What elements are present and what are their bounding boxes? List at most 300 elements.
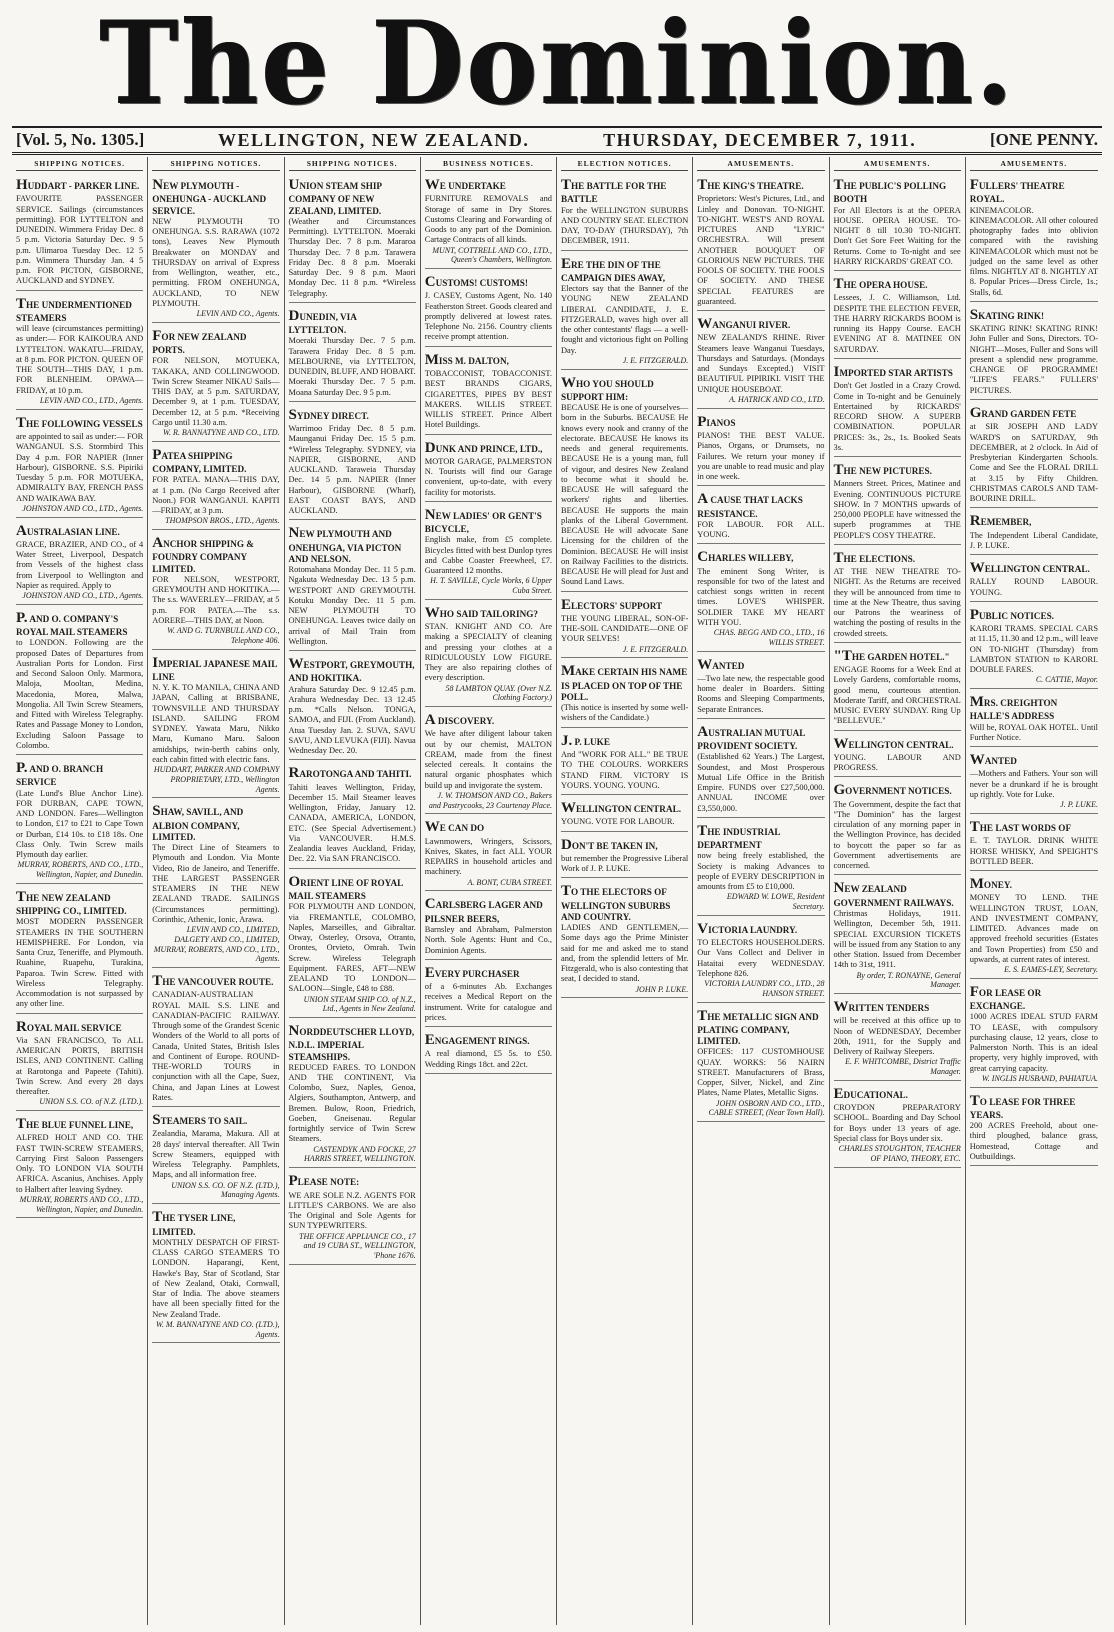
advertisement [697, 411, 824, 487]
ad-body: KARORI TRAMS. SPECIAL CARS at 11.15, 11.30 and 12 p.m., will leave ON TO-NIGHT (Thursday) from LAMBTON STATION to KARORI. DOUBLE FARES. [969, 624, 1098, 675]
ad-signature: THOMPSON BROS., LTD., Agents. [165, 516, 280, 526]
advertisement [970, 604, 1098, 689]
ad-heading: CUSTOMS! CUSTOMS! [424, 274, 528, 291]
ad-body: to LONDON. Following are the proposed Dates of Departures from Australian Ports for London. First and Second Saloon Only. Marmora, Maloja, Mooltan, Medina, Macedonia, Morea, Malwa, Mongolia. All Twin Screw Steamers, and Fitted with Wireless Telegraphy. Rates and Passage Money to London, Excluding Saloon Passage to Colombo. [16, 638, 144, 750]
advertisement [834, 877, 961, 994]
column-3 [285, 157, 421, 1625]
ad-heading: PUBLIC NOTICES. [969, 606, 1054, 623]
ad-heading: DUNK AND PRINCE, LTD., [424, 439, 543, 456]
ad-body: TO ELECTORS HOUSEHOLDERS. Our Vans Collect and Deliver in Hataitai every WEDNESDAY. Telephone 826. [697, 938, 825, 978]
ad-body: (Weather and Circumstances Permitting). LYTTELTON. Moeraki Thursday Dec. 7 8 p.m. Mararoa Thursday Dec. 7 8 p.m. Tarawera Friday Dec. 8 8 p.m. Moeraki Saturday Dec. 9 8 p.m. Maori Monday Dec. 11 8 p.m. *Wireless Telegraphy. [288, 216, 416, 298]
advertisement [16, 293, 143, 410]
column-4 [421, 157, 557, 1625]
ad-body: CROYDON PREPARATORY SCHOOL. Boarding and Day School for Boys under 13 years of age. Special class for Boys under six. [833, 1103, 961, 1143]
ad-body: 1000 ACRES IDEAL STUD FARM TO LEASE, with compulsory purchasing clause, 12 years, close to Palmerston North. This is an ideal property, very highly improved, with great carrying capacity. [969, 1012, 1098, 1073]
ad-signature: VICTORIA LAUNDRY CO., LTD., 28 HANSON STREET. [704, 979, 825, 998]
ad-heading: WE UNDERTAKE [424, 177, 506, 194]
ad-body: at SIR JOSEPH AND LADY WARD'S on SATURDAY, 9th DECEMBER, at 2 o'clock. In Aid of Presbyterian Kindergarten Schools. Come and See the FLORAL DRILL at 3.15 by Fifty Children. CHRISTMAS CAROLS AND TAM-BOURINE DRILL. [969, 422, 1098, 503]
ad-heading: THE VANCOUVER ROUTE. [152, 973, 274, 990]
advertisement [425, 602, 552, 707]
ad-heading: THE PUBLIC'S POLLING BOOTH [833, 177, 947, 205]
ad-signature: W. M. BANNATYNE AND CO. (LTD.), Agents. [155, 1319, 280, 1339]
ad-signature: LEVIN AND CO., Agents. [196, 309, 280, 319]
ad-heading: AUSTRALASIAN LINE. [16, 522, 120, 539]
column-heading: ELECTION NOTICES. [561, 157, 688, 171]
ad-signature: JOHN OSBORN AND CO., LTD., CABLE STREET, (Near Town Hall). [708, 1098, 825, 1118]
column-heading: AMUSEMENTS. [834, 157, 961, 171]
column-5 [557, 157, 693, 1625]
advertisement [289, 404, 416, 521]
ad-heading: ANCHOR SHIPPING & FOUNDRY COMPANY LIMITED. [152, 535, 254, 574]
column-8 [966, 157, 1102, 1625]
ad-heading: EDUCATIONAL. [833, 1085, 908, 1102]
ad-body: FOR PLYMOUTH AND LONDON, via FREMANTLE, COLOMBO, Naples, Marseilles, and Gibraltar. Otway, Osterley, Orsova, Otranto, Orontes, Orvieto, Omrah. Twin Screw. Wireless Telegraph Equipment. FARES, AFT—NEW ZEALAND TO LONDON—SALOON—Single, £48 to £88. [288, 902, 416, 994]
ad-heading: WE CAN DO [424, 819, 485, 836]
advertisement [425, 437, 552, 502]
ad-signature: J. W. THOMSON AND CO., Bakers and Pastrycooks, 23 Courtenay Place. [428, 790, 552, 810]
ad-signature: J. E. FITZGERALD. [622, 355, 689, 365]
ad-signature: CHARLES STOUGHTON, TEACHER OF PIANO, THEORY, ETC. [838, 1144, 961, 1163]
ad-body: FURNITURE REMOVALS and Storage of same in Dry Stores. Customs Clearing and Forwarding of Goods to any part of the Dominion. Cartage Contracts of all kinds. [424, 194, 552, 245]
ad-signature: LEVIN AND CO., LIMITED, DALGETY AND CO., LIMITED, MURRAY, ROBERTS, AND CO., LTD., Agents. [153, 925, 280, 964]
ad-heading: TO THE ELECTORS OF WELLINGTON SUBURBS AND COUNTRY. [561, 883, 671, 922]
ad-heading: THE NEW PICTURES. [833, 462, 932, 478]
ad-signature: JOHNSTON AND CO., LTD., Agents. [22, 591, 144, 601]
ad-heading: PLEASE NOTE: [288, 1173, 360, 1190]
advertisement [834, 779, 961, 875]
ad-heading: THE INDUSTRIAL DEPARTMENT [697, 822, 781, 851]
advertisement [289, 1020, 416, 1168]
ad-signature: W. R. BANNATYNE AND CO., LTD. [163, 428, 280, 438]
advertisement [834, 645, 961, 731]
ad-body: (Late Lund's Blue Anchor Line). FOR DURBAN, CAPE TOWN, AND LONDON. Fares—Wellington to London, £17 to £21 to Cape Town or Durban, £14 10s. to £18 18s. One Class Only. Twin Screw mails Plymouth day earlier. [16, 788, 144, 860]
ad-body: The Independent Liberal Candidate, J. P. LUKE. [969, 530, 1098, 550]
ad-heading: WELLINGTON CENTRAL. [833, 735, 954, 752]
ad-heading: ENGAGEMENT RINGS. [424, 1032, 530, 1049]
ad-signature: UNION S.S. CO. of N.Z. (LTD.). [39, 1097, 144, 1107]
ad-body: For All Electors is at the OPERA HOUSE. OPERA HOUSE. TO-NIGHT 8 till 10.30 TO-NIGHT. Don't Get Sore Feet Waiting for the Returns. Come to To-night and see HARRY RICKARDS' GREAT CO. [833, 205, 961, 266]
advertisement [425, 174, 552, 269]
advertisement [970, 557, 1098, 602]
column-heading: BUSINESS NOTICES. [425, 157, 552, 171]
ad-body: (This notice is inserted by some well-wishers of the Candidate.) [561, 703, 689, 723]
ad-body: TOBACCONIST, TOBACCONIST. BEST BRANDS CIGARS, CIGARETTES, PIPES BY BEST MAKERS. WILLIS STREET. WILLIS STREET. Prince Albert Hotel Buildings. [424, 369, 552, 430]
ad-heading: MAKE CERTAIN HIS NAME IS PLACED ON TOP OF THE POLL. [561, 663, 688, 702]
advertisement [16, 757, 143, 884]
advertisement [425, 709, 552, 814]
ad-body: Proprietors: West's Pictures, Ltd., and Linley and Donovan. TO-NIGHT. TO-NIGHT. WEST'S AND ROYAL PICTURES AND "LYRIC" ORCHESTRA. Will present ANOTHER BOUQUET OF GLORIOUS NEW PICTURES. THE FOOLS OF SOCIETY. THE FOOLS OF SOCIETY. AND THESE SPECIAL FEATURES are guaranteed. [697, 194, 825, 306]
ad-body: Manners Street. Prices, Matinee and Evening. CONTINUOUS PICTURE SHOW. In 7 MONTHS upwards of 250,000 PEOPLE have witnessed the superb programmes at THE PEOPLE'S COSY THEATRE. [833, 479, 961, 540]
advertisement [561, 660, 688, 727]
column-7 [830, 157, 966, 1625]
ad-signature: UNION S.S. CO. OF N.Z. (LTD.), Managing Agents. [171, 1180, 280, 1200]
column-heading: SHIPPING NOTICES. [152, 157, 279, 171]
ad-heading: SYDNEY DIRECT. [288, 406, 369, 423]
ad-body: BECAUSE He is one of yourselves—born in the Suburbs. BECAUSE He knows every nook and cranny of the electorate. BECAUSE He knows its needs and general requirements. BECAUSE He is a young man, full of vigour, and desires New Zealand to become what it should be. BECAUSE He will safeguard the workers' rights and liberties. BECAUSE He supports the main planks of the Liberal Government. BECAUSE He will advocate Sane Licensing for the children of the Dominion. BECAUSE He will insist on Railway Facilities to the districts. BECAUSE He will plead for Just and Sound Land Laws. [561, 403, 689, 587]
ad-signature: UNION STEAM SHIP CO. of N.Z., Ltd., Agents in New Zealand. [303, 994, 416, 1014]
advertisement [697, 488, 824, 544]
ad-body: LADIES AND GENTLEMEN,— Some days ago the Prime Minister said for me and asked me to stand and, from the splendid letters of Mr. Fitzgerald, who is also contesting that seat, I decided to stand. [561, 923, 689, 984]
ad-body: ALFRED HOLT AND CO. THE FAST TWIN-SCREW STEAMERS, Carrying First Saloon Passengers Only. TO LONDON VIA SOUTH AFRICA. Ascanius, Anchises. Apply to Halbert after leaving Sydney. [16, 1133, 144, 1194]
advertisement [697, 313, 824, 409]
ad-body: Arahura Saturday Dec. 9 12.45 p.m. Arahura Wednesday Dec. 13 12.45 p.m. *Calls Nelson. TONGA, SAMOA, and FIJI. (From Auckland). Atua Tuesday Jan. 2. SUVA, SAVU SAVU, AND LEVUKA (FIJI). Navua Wednesday Dec. 20. [288, 684, 416, 756]
ad-heading: THE UNDERMENTIONED STEAMERS [16, 295, 132, 323]
ad-body: J. CASEY, Customs Agent, No. 140 Featherston Street. Goods cleared and promptly delivered at lowest rates. Telephone No. 2156. Country clients receive prompt attention. [424, 291, 552, 342]
ad-body: —Two late new, the respectable good home dealer in Boarders. Sitting Rooms and Sleeping Compartments, Separate Entrances. [697, 673, 825, 714]
advertisement [289, 653, 416, 760]
advertisement [697, 721, 824, 818]
ad-body: A real diamond, £5 5s. to £50. Wedding Rings 18ct. and 22ct. [424, 1049, 552, 1069]
ad-body: YOUNG. VOTE FOR LABOUR. [561, 817, 675, 827]
ad-body: 200 ACRES Freehold, about one-third ploughed, balance grass, Homestead, Cottage and Outbuildings. [969, 1121, 1098, 1161]
advertisement [16, 520, 143, 605]
ad-body: GRACE, BRAZIER, AND CO., of 4 Water Street, Liverpool, Despatch from Vessels of the highest class from Liverpool to Wellington and Napier as required. Apply to [16, 539, 144, 590]
advertisement [834, 733, 961, 778]
ad-heading: EVERY PURCHASER [424, 964, 520, 981]
ad-body: are appointed to sail as under:— FOR WANGANUI. S.S. Stormbird This Day 4 p.m. FOR NAPIER (Inner Harbour), GISBORNE. S.S. Pipiriki Tuesday 5 p.m. FOR MOTUEKA, ADMIRALTY BAY, FRENCH PASS AND WAIKAWA BAY. [16, 432, 144, 503]
ad-heading: MONEY. [969, 876, 1012, 892]
ad-signature: W. INGLIS HUSBAND, PAHIATUA. [981, 1073, 1098, 1083]
advertisement [425, 1029, 552, 1074]
ad-body: The Government, despite the fact that "The Dominion" has the largest circulation of any morning paper in the Wellington Province, has decided to boycott the paper so far as Government advertisements are concerned. [833, 799, 961, 871]
ad-heading: CHARLES WILLEBY, [697, 549, 794, 566]
ad-heading: UNION STEAM SHIP COMPANY OF NEW ZEALAND, LIMITED. [288, 177, 382, 216]
ad-heading: NEW PLYMOUTH AND ONEHUNGA, VIA PICTON AND NELSON. [288, 525, 402, 564]
advertisement [834, 996, 961, 1081]
ad-body: The eminent Song Writer, is responsible for two of the latest and catchiest songs written in recent times. LOVE'S WHISPER. SOLDIER TAKE MY HEART WITH YOU. [697, 566, 825, 627]
column-1 [12, 157, 148, 1625]
ad-body: YOUNG. LABOUR AND PROGRESS. [833, 752, 961, 773]
ad-heading: NORDDEUTSCHER LLOYD, N.D.L. IMPERIAL STEAMSHIPS. [288, 1023, 415, 1062]
ad-body: but remember the Progressive Liberal Work of J. P. LUKE. [561, 853, 689, 874]
ad-heading: WANGANUI RIVER. [697, 316, 791, 333]
advertisement [425, 271, 552, 347]
ad-heading: TO LEASE FOR THREE YEARS. [969, 1092, 1076, 1120]
advertisement [425, 349, 552, 435]
ad-signature: J. E. FITZGERALD. [622, 644, 689, 654]
advertisement [561, 372, 688, 592]
ad-body: CANADIAN-AUSTRALIAN ROYAL MAIL S.S. LINE and CANADIAN-PACIFIC RAILWAY. Through some of the Grandest Scenic Wonders of the World to all ports of Canada, United States, British Isles and Continent of Europe. ROUND-THE-WORLD TOURS in conjunction with all the Cape, Suez, China, and Japan Lines at Lowest Rates. [152, 990, 280, 1102]
ad-heading: NEW ZEALAND GOVERNMENT RAILWAYS. [833, 880, 954, 908]
ad-body: And "WORK FOR ALL." BE TRUE TO THE COLOURS. WORKERS STAND FIRM. VICTORY IS YOURS. YOUNG. YOUNG. [561, 750, 689, 790]
ad-heading: CARLSBERG LAGER AND PILSNER BEERS, [424, 896, 543, 924]
ad-body: THE YOUNG LIBERAL, SON-OF-THE-SOIL CANDIDATE—ONE OF YOUR SELVES! [561, 613, 689, 644]
ad-heading: THE METALLIC SIGN AND PLATING COMPANY, LIMITED. [697, 1007, 819, 1047]
ad-heading: THE NEW ZEALAND SHIPPING CO., LIMITED. [16, 888, 127, 917]
column-heading: AMUSEMENTS. [697, 157, 824, 171]
advertisement [289, 174, 416, 303]
ad-heading: THE BATTLE FOR THE BATTLE [561, 177, 667, 205]
column-heading: AMUSEMENTS. [970, 157, 1098, 171]
ad-body: now being freely established, the Society is making Advances to people of EVERY DESCRIPTION in amounts from £5 to £10,000. [697, 851, 825, 892]
advertisement [561, 880, 688, 998]
advertisement [970, 510, 1098, 555]
ad-heading: P. AND O. COMPANY'S ROYAL MAIL STEAMERS [16, 609, 128, 638]
ad-body: NEW PLYMOUTH TO ONEHUNGA. S.S. RARAWA (1072 tons), Leaves New Plymouth Breakwater on MONDAY and THURSDAY on arrival of Express from Wellington, weather, etc., permitting. FROM ONEHUNGA, AUCKLAND, TO NEW PLYMOUTH. [152, 216, 280, 308]
advertisement [152, 532, 279, 649]
ad-body: We have after diligent labour taken out by our chemist, MALTON CREAM, made from the finest selected cereals. It contains the natural organic phosphates which build up and invigorate the system. [424, 729, 552, 790]
advertisement [834, 361, 961, 457]
ad-heading: IMPORTED STAR ARTISTS [833, 363, 953, 380]
column-2 [148, 157, 284, 1625]
advertisement [697, 654, 824, 719]
ad-heading: GOVERNMENT NOTICES. [833, 782, 952, 799]
column-heading: SHIPPING NOTICES. [16, 157, 143, 171]
ad-signature: JOHNSTON AND CO., LTD., Agents. [22, 503, 144, 513]
advertisement [970, 174, 1098, 302]
ad-signature: EDWARD W. LOWE, Resident Secretary. [726, 892, 825, 912]
advertisement [970, 981, 1098, 1088]
ad-body: FOR NELSON, MOTUEKA, TAKAKA, AND COLLINGWOOD. Twin Screw Steamer NIKAU Sails— THIS DAY, at 5 p.m. SATURDAY, December 9, at 1 p.m. TUESDAY, December 12, at 5 p.m. *Receiving Cargo until 11.30 a.m. [152, 356, 280, 427]
advertisement [152, 970, 279, 1107]
ad-heading: GRAND GARDEN FETE [969, 404, 1077, 421]
advertisement [289, 762, 416, 868]
advertisement [152, 444, 279, 530]
ad-heading: NEW LADIES' OR GENT'S BICYCLE, [424, 506, 542, 535]
advertisement [561, 834, 688, 879]
advertisement [289, 305, 416, 402]
advertisement [834, 273, 961, 359]
ad-heading: AUSTRALIAN MUTUAL PROVIDENT SOCIETY. [697, 723, 805, 752]
ad-body: will leave (circumstances permitting) as under:— FOR KAIKOURA AND LYTTELTON. WAKATU—FRIDAY, at 8 p.m. FOR PICTON. QUEEN OF THE SOUTH—THIS DAY, 1 p.m. FOR BLENHEIM. OPAWA—FRIDAY, at 10 p.m. [16, 324, 144, 395]
place-of-publication: WELLINGTON, NEW ZEALAND. [217, 129, 530, 150]
ad-signature: H. T. SAVILLE, Cycle Works, 6 Upper Cuba Street. [430, 576, 552, 596]
ad-heading: WANTED [969, 752, 1017, 769]
ad-heading: ELECTORS' SUPPORT [561, 596, 663, 613]
ad-heading: RAROTONGA AND TAHITI. [288, 765, 412, 782]
ad-body: WE ARE SOLE N.Z. AGENTS FOR LITTLE'S CARBONS. We are also The Original and Sole Agents for SUN TYPEWRITERS. [288, 1190, 416, 1231]
ad-signature: MURRAY, ROBERTS AND CO., LTD., Wellington, Napier, and Dunedin. [19, 1194, 144, 1214]
ad-heading: ORIENT LINE OF ROYAL MAIL STEAMERS [288, 873, 403, 902]
ad-body: E. T. TAYLOR. DRINK WHITE HORSE WHISKY, And SPEIGHT'S BOTTLED BEER. [969, 836, 1098, 866]
ad-heading: THE TYSER LINE, LIMITED. [152, 1209, 236, 1237]
advertisement [16, 412, 143, 518]
ad-heading: ROYAL MAIL SERVICE [16, 1018, 122, 1035]
ad-signature: HUDDART, PARKER AND COMPANY PROPRIETARY, LTD., Wellington Agents. [153, 765, 280, 794]
advertisement [152, 1206, 279, 1343]
ad-body: ENGAGE Rooms for a Week End at Lovely Gardens, comfortable rooms, good menu, courteous attention. Moderate Tariff, and ORCHESTRAL MUSIC EVERY SUNDAY. Ring Up "BELLEVUE." [833, 665, 961, 726]
ad-heading: IMPERIAL JAPANESE MAIL LINE [152, 654, 277, 682]
ad-signature: C. CATTIE, Mayor. [1035, 675, 1098, 685]
advertisement [697, 820, 824, 916]
advertisement [16, 174, 143, 291]
issue-date: THURSDAY, DECEMBER 7, 1911. [603, 129, 917, 150]
ad-body: —Mothers and Fathers. Your son will never be a drunkard if he is brought up rightly. Vote for Luke. [969, 769, 1098, 799]
ad-body: Lawnmowers, Wringers, Scissors, Knives, Skates, in fact ALL YOUR REPAIRS in household articles and machinery. [424, 836, 552, 877]
ad-body: English make, from £5 complete. Bicycles fitted with best Dunlop tyres and Cabbe Coaster Freewheel, £7. Guaranteed 12 months. [424, 535, 552, 576]
column-heading: SHIPPING NOTICES. [289, 157, 416, 171]
ad-signature: J. P. LUKE. [1060, 800, 1098, 810]
ad-body: FOR NELSON, WESTPORT, GREYMOUTH AND HOKITIKA.—The s.s. WAVERLEY—FRIDAY, at 5 p.m. FOR PATEA.—The s.s. AORERE—THIS DAY, at Noon. [152, 574, 280, 625]
ad-body: Lessees, J. C. Williamson, Ltd. DESPITE THE ELECTION FEVER, THE HARRY RICKARDS BOOM is running its Happy Course. EACH EVENING AT 8. MATINEE ON SATURDAY. [833, 293, 961, 354]
ad-heading: SKATING RINK! [969, 306, 1045, 323]
ad-body: Barnsley and Abraham, Palmerston North. Sole Agents: Hunt and Co., Dominion Agents. [424, 925, 552, 955]
ad-heading: THE ELECTIONS. [833, 549, 915, 566]
ad-body: MONTHLY DESPATCH OF FIRST-CLASS CARGO STEAMERS TO LONDON. Haparangi, Kent, Hawke's Bay, Star of Scotland, Star of New Zealand, Otaki, Cornwall, Star of India. The above steamers have all been specially fitted for the New Zealand Trade. [152, 1237, 280, 1319]
advertisement [16, 607, 143, 755]
ad-heading: FULLERS' THEATRE ROYAL. [969, 177, 1065, 205]
ad-body: FOR LABOUR. FOR ALL. YOUNG. [697, 519, 825, 540]
ad-body: of a 6-minutes Ab. Exchanges receives a Medical Report on the instrument. Write for catalogue and prices. [424, 982, 552, 1022]
ad-body: Christmas Holidays, 1911. Wellington, December 5th, 1911. SPECIAL EXCURSION TICKETS will be issued from any Station to any other Station. Issued from December 14th to 31st, 1911. [833, 909, 961, 970]
advertisement [970, 304, 1098, 400]
ad-body: RALLY ROUND LABOUR. YOUNG. [969, 577, 1098, 597]
ad-body: Zealandia, Marama, Makura. All at 28 days' interval thereafter. All Twin Screw Steamers, equipped with Wireless Telegraphy. Pamphlets, Maps, and all information free. [152, 1129, 280, 1180]
ad-heading: STEAMERS TO SAIL. [152, 1112, 248, 1129]
advertisement [697, 918, 824, 1003]
dateline [12, 126, 1102, 155]
advertisement [289, 1170, 416, 1265]
ad-heading: THE LAST WORDS OF [969, 818, 1072, 835]
advertisement [834, 459, 961, 545]
ad-body: The Direct Line of Steamers to Plymouth and London. Via Monte Video, Rio de Janeiro, and Teneriffe. THE LARGEST PASSENGER STEAMERS IN THE NEW ZEALAND TRADE. SAILINGS (Circumstances permitting). Corinthic, Athenic, Ionic, Arawa. [152, 843, 280, 924]
advertisement [16, 1113, 143, 1218]
ad-signature: By order, T. RONAYNE, General Manager. [856, 970, 961, 990]
ad-signature: JOHN P. LUKE. [635, 984, 689, 994]
ad-signature: E. S. EAMES-LEY, Secretary. [1004, 965, 1098, 975]
ad-heading: WANTED [697, 656, 745, 673]
ad-heading: THE KING'S THEATRE. [697, 177, 804, 194]
ad-signature: MUNT, COTTRELL AND CO., LTD., Queen's Chambers, Wellington. [432, 245, 552, 265]
ad-body: Via SAN FRANCISCO, To ALL AMERICAN PORTS, BRITISH ISLES, AND CONTINENT. Calling at Rarotonga and Papeete (Tahiti). Twin Screw. And every 28 days thereafter. [16, 1035, 144, 1097]
advertisement [152, 652, 279, 799]
ad-body: KINEMACOLOR. KINEMACOLOR. All other coloured photography fades into oblivion compared with the ravishing KINEMACOLOR which must not be judged on the same level as other films. NIGHTLY AT 8. NIGHTLY AT 8. Popular Prices—Dress Circle, 1s.; Stalls, 6d. [969, 205, 1098, 297]
ad-heading: ERE THE DIN OF THE CAMPAIGN DIES AWAY, [561, 255, 666, 283]
ad-body: REDUCED FARES. TO LONDON AND THE CONTINENT, Via Colombo, Suez, Naples, Genoa, Algiers, Southampton, Antwerp, and Bremen. Bulow, Roon, Friedrich, Goeben, Gneisenau. Regular fortnightly service of Twin Screw Steamers. [288, 1062, 416, 1144]
ad-body: MOTOR GARAGE, PALMERSTON N. Tourists will find our Garage convenient, up-to-date, with every facility for motorists. [424, 456, 552, 497]
ad-body: Moeraki Thursday Dec. 7 5 p.m. Tarawera Friday Dec. 8 5 p.m. MELBOURNE, via LYTTELTON, DUNEDIN, BLUFF, AND HOBART. Moeraki Thursday Dec. 7 5 p.m. Moana Saturday Dec. 9 5 p.m. [288, 336, 416, 397]
advertisement [289, 871, 416, 1018]
ad-heading: A DISCOVERY. [424, 712, 495, 729]
ad-heading: DON'T BE TAKEN IN, [561, 836, 658, 853]
ad-signature: CHAS. BEGG AND CO., LTD., 16 WILLIS STREET. [713, 628, 825, 647]
ad-body: OFFICES: 117 CUSTOMHOUSE QUAY. WORKS: 56 NAIRN STREET. Manufacturers of Brass, Copper, Silver, Nickel, and Zinc Plates, Name Plates, Metallic Signs. [697, 1047, 825, 1098]
ad-signature: A. HATRICK AND CO., LTD. [729, 394, 825, 404]
ad-heading: WHO SAID TAILORING? [424, 604, 538, 621]
advertisement [561, 797, 688, 832]
advertisement [970, 691, 1098, 747]
ad-body: Don't Get Jostled in a Crazy Crowd. Come in To-night and be Genuinely Entertained by RICKARDS' RECORD SHOW. A SUPERB COMBINATION. POPULAR PRICES: 3s., 2s., 1s. Booked Seats 3s. [833, 381, 961, 452]
advertisement [834, 1083, 961, 1168]
ad-body: Rotomahana Monday Dec. 11 5 p.m. Ngakuta Wednesday Dec. 13 5 p.m. WESTPORT AND GREYMOUTH. Kotuku Monday Dec. 11 5 p.m. NEW PLYMOUTH TO ONEHUNGA. Leaves twice daily on arrival of Mail Train from Wellington. [288, 565, 416, 646]
advertisement [16, 886, 143, 1014]
ad-heading: PATEA SHIPPING COMPANY, LIMITED. [152, 446, 247, 475]
ad-heading: DUNEDIN, VIA LYTTELTON. [288, 307, 357, 336]
advertisement [697, 1005, 824, 1122]
ad-body: Will be, ROYAL OAK HOTEL. Until Further Notice. [969, 722, 1098, 742]
ad-body: STAN. KNIGHT AND CO. Are making a SPECIALTY of cleaning and pressing your clothes at a RIDICULOUSLY LOW FIGURE. They are also repairing clothes of every description. [424, 622, 552, 683]
advertisement [834, 547, 961, 643]
ad-signature: MURRAY, ROBERTS, AND CO., LTD., Wellington, Napier, and Dunedin. [17, 860, 144, 880]
advertisement [561, 174, 688, 251]
advertisement [16, 1016, 143, 1112]
ad-heading: NEW PLYMOUTH - ONEHUNGA - AUCKLAND SERVICE. [152, 177, 267, 216]
ad-body: FAVOURITE PASSENGER SERVICE. Sailings (circumstances permitting). FOR LYTTELTON and DUNEDIN. Wimmera Friday Dec. 8 5 p.m. Victoria Saturday Dec. 9 5 p.m. Ulimaroa Tuesday Dec. 12 5 p.m. Wimmera Thursday Jan. 4 5 p.m. FOR PICTON, GISBORNE, AUCKLAND and SYDNEY. [16, 194, 144, 286]
advertisement [561, 594, 688, 659]
advertisement [970, 749, 1098, 814]
ad-heading: SHAW, SAVILL, AND ALBION COMPANY, LIMITED. [152, 803, 244, 842]
ad-body: will be received at this office up to Noon of WEDNESDAY, December 20th, 1911, for the Supply and Delivery of Railway Sleepers. [833, 1016, 961, 1057]
ad-heading: REMEMBER, [969, 513, 1032, 530]
ad-heading: HUDDART - PARKER LINE. [16, 177, 140, 194]
advertisement [425, 893, 552, 959]
advertisement [152, 1109, 279, 1204]
volume-number: [Vol. 5, No. 1305.] [16, 130, 145, 149]
advertisement [697, 174, 824, 311]
ad-body: Tahiti leaves Wellington, Friday, December 15. Mail Steamer leaves Wellington, Friday, January 12. CANADA, AMERICA, LONDON, ETC. (See Special Advertisement.) Via VANCOUVER. H.M.S. Zealandia leaves Auckland, Friday, Dec. 22. Via SAN FRANCISCO. [288, 782, 416, 864]
advertisement [561, 253, 688, 370]
ad-heading: MISS M. DALTON, [424, 351, 509, 368]
price: [ONE PENNY. [990, 130, 1098, 149]
ad-heading: MRS. CREIGHTON HALLE'S ADDRESS [969, 694, 1058, 722]
ad-signature: THE OFFICE APPLIANCE CO., 17 and 19 CUBA ST., WELLINGTON, 'Phone 1676. [299, 1231, 416, 1261]
ad-signature: CASTENDYK AND FOCKE, 27 HARRIS STREET, WELLINGTON. [304, 1144, 416, 1164]
ad-heading: WELLINGTON CENTRAL. [969, 560, 1090, 577]
advertisement [152, 325, 279, 442]
ad-heading: WELLINGTON CENTRAL. [561, 800, 682, 817]
ad-heading: FOR NEW ZEALAND PORTS. [152, 327, 247, 356]
columns [12, 157, 1102, 1625]
ad-body: NEW ZEALAND'S RHINE. River Steamers leave Wanganui Tuesdays, Thursdays and Saturdays. (Mondays and Sundays Excepted.) VISIT BEAUTIFUL PIPIRIKI. VISIT THE UNIQUE HOUSEBOAT. [697, 333, 825, 394]
ad-body: AT THE NEW THEATRE TO-NIGHT. As the Returns are received they will be announced from time to time at the New Theatre, thus saving our Patrons the weariness of watching the posting of results in the crowded streets. [833, 567, 961, 638]
ad-body: MONEY TO LEND. THE WELLINGTON TRUST, LOAN, AND INVESTMENT COMPANY, LIMITED. Advances made on approved freehold securities (Estates and Town Properties) from £50 and upwards, at current rates of interest. [969, 893, 1098, 964]
advertisement [970, 873, 1098, 979]
ad-body: For the WELLINGTON SUBURBS AND COUNTRY SEAT. ELECTION DAY, TO-DAY (THURSDAY), 7th DECEMBER, 1911. [561, 205, 689, 246]
ad-body: FOR PATEA. MANA—THIS DAY, at 1 p.m. (No Cargo Received after Noon.) FOR WANGANUI. KAPITI—FRIDAY, at 3 p.m. [152, 475, 280, 516]
newspaper-title: The Dominion. [98, 0, 1016, 130]
ad-body: SKATING RINK! SKATING RINK! John Fuller and Sons, Directors. TO-NIGHT—Moses, Fuller and Sons will present a splendid new programme. CHANGE OF PROGRAMME! "LIFE'S FEARS." FULLERS' PICTURES. [969, 324, 1098, 395]
advertisement [425, 962, 552, 1027]
advertisement [425, 504, 552, 600]
ad-heading: FOR LEASE OR EXCHANGE. [969, 983, 1042, 1012]
advertisement [425, 816, 552, 891]
ad-body: (Established 62 Years.) The Largest, Soundest, and Most Prosperous Mutual Life Office in the British Empire. FUNDS over £27,500,000. ANNUAL INCOME over £3,550,000. [697, 752, 825, 813]
masthead [8, 0, 1106, 130]
ad-signature: W. AND G. TURNBULL AND CO., Telephone 406. [167, 626, 280, 645]
column-6 [693, 157, 829, 1625]
ad-heading: P. AND O. BRANCH SERVICE [16, 760, 104, 788]
ad-heading: A CAUSE THAT LACKS RESISTANCE. [697, 491, 803, 519]
ad-body: Warrimoo Friday Dec. 8 5 p.m. Maunganui Friday Dec. 15 5 p.m. *Wireless Telegraphy. SYDNEY, via NAPIER, GISBORNE, AND AUCKLAND. Taraweia Thursday Dec. 14 5 p.m. NAPIER (Inner Harbour), GISBORNE (Wharf), EAST COAST BAYS, AND AUCKLAND. [288, 424, 416, 516]
advertisement [697, 546, 824, 651]
ad-body: Electors say that the Banner of the YOUNG NEW ZEALAND LIBERAL CANDIDATE, J. E. FITZGERALD, waves high over all the other contestants' flags — a well-fought and victorious fight on Polling Day. [561, 284, 689, 355]
ad-heading: THE FOLLOWING VESSELS [16, 414, 143, 431]
ad-body: PIANOS! THE BEST VALUE. Pianos, Organs, or Drumsets, no Failures. We return your money if you are unable to read music and play in one week. [697, 431, 825, 482]
ad-heading: THE OPERA HOUSE. [833, 276, 928, 293]
ad-heading: "THE GARDEN HOTEL." [833, 647, 950, 664]
advertisement [970, 402, 1098, 508]
ad-body: MOST MODERN PASSENGER STEAMERS IN THE SOUTHERN HEMISPHERE. For London, via Santa Cruz, Teneriffe, and Plymouth. Ruahine, Ruapehu, Turakina, Paparoa. Twin Screw. Fitted with Wireless Telegraphy. Accommodation is not surpassed by any other line. [16, 917, 144, 1009]
advertisement [970, 1090, 1098, 1167]
advertisement [561, 730, 688, 795]
ad-signature: A. BONT, CUBA STREET. [467, 877, 552, 887]
ad-signature: E. F. WHITCOMBE, District Traffic Manager. [845, 1057, 961, 1077]
advertisement [289, 522, 416, 651]
ad-heading: THE BLUE FUNNEL LINE, [16, 1116, 134, 1133]
ad-signature: 58 LAMBTON QUAY. (Over N.Z. Clothing Factory.) [445, 683, 552, 703]
ad-heading: WESTPORT, GREYMOUTH, AND HOKITIKA. [288, 656, 415, 684]
ad-heading: VICTORIA LAUNDRY. [697, 920, 798, 937]
advertisement [834, 174, 961, 271]
advertisement [152, 800, 279, 968]
ad-heading: PIANOS [697, 413, 736, 430]
ad-heading: WHO YOU SHOULD SUPPORT HIM: [561, 374, 654, 402]
advertisement [970, 816, 1098, 871]
ad-heading: J. P. LUKE [561, 732, 610, 749]
ad-heading: WRITTEN TENDERS [833, 999, 930, 1015]
ad-signature: LEVIN AND CO., LTD., Agents. [39, 395, 144, 405]
ad-body: N. Y. K. TO MANILA, CHINA AND JAPAN, Calling at BRISBANE, TOWNSVILLE AND THURSDAY ISLAND. SAILING FROM SYDNEY. Yawata Maru, Nikko Maru, Kumano Maru. Saloon amidships, twin-berth cabins only, each cabin fitted with electric fans. [152, 683, 280, 764]
